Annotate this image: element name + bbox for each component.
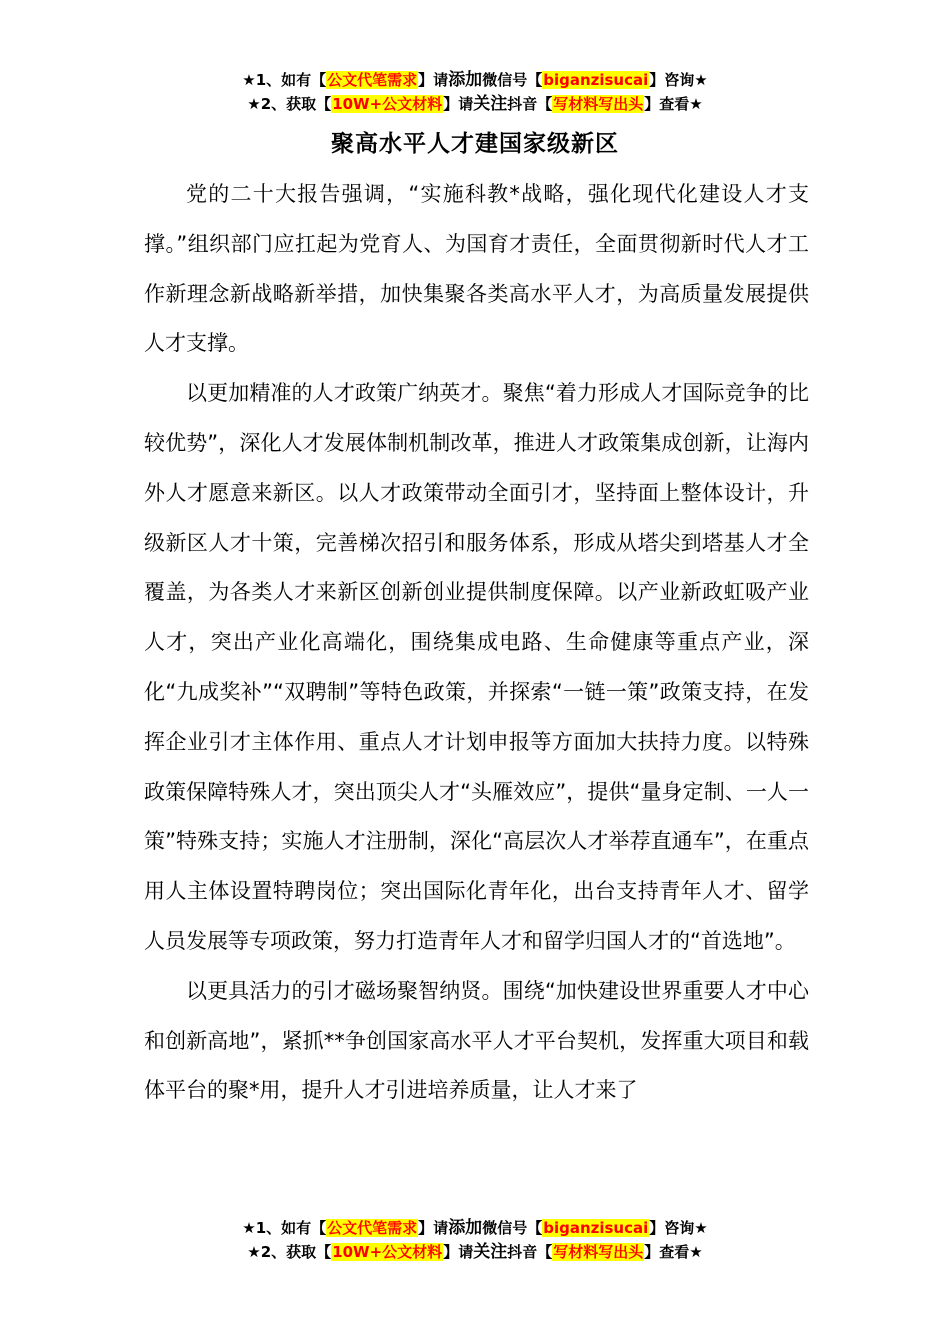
promo-text: 】请 xyxy=(418,1219,449,1237)
promo-text: 抖音【 xyxy=(507,95,553,113)
promo-line-2 xyxy=(0,1240,950,1264)
highlight-service: 公文代笔需求 xyxy=(327,1219,418,1237)
promo-text: ★1、如有【 xyxy=(242,71,327,89)
paragraph: 党的二十大报告强调，“实施科教*战略，强化现代化建设人才支撑。”组织部门应扛起为党育人、为国育才责任，全面贯彻新时代人才工作新理念新战略新举措，加快集聚各类高水平人才，为高质量发展提供人才支撑。 xyxy=(144,182,809,356)
paragraph: 以更加精准的人才政策广纳英才。聚焦“着力形成人才国际竞争的比较优势”，深化人才发展体制机制改革，推进人才政策集成创新，让海内外人才愿意来新区。以人才政策带动全面引才，坚持面上整体设计，升级新区人才十策，完善梯次招引和服务体系，形成从塔尖到塔基人才全覆盖，为各类人才来新区创新创业提供制度保障。以产业新政虹吸产业人才，突出产业化高端化，围绕集成电路、生命健康等重点产业，深化“九成奖补”“双聘制”等特色政策，并探索“一链一策”政策支持，在发挥企业引才主体作用、重点人才计划申报等方面加大扶持力度。以特殊政策保障特殊人才，突出顶尖人才“头雁效应”，提供“量身定制、一人一策”特殊支持；实施人才注册制，深化“高层次人才举荐直通车”，在重点用人主体设置特聘岗位；突出国际化青年化，出台支持青年人才、留学人员发展等专项政策，努力打造青年人才和留学归国人才的“首选地”。 xyxy=(144,381,809,953)
highlight-service: 公文代笔需求 xyxy=(327,71,418,89)
promo-text: 微信号【 xyxy=(482,1219,543,1237)
promo-text: 】咨询★ xyxy=(649,1219,708,1237)
highlight-douyin: 写材料写出头 xyxy=(553,1243,644,1261)
document-body xyxy=(144,170,809,1116)
highlight-materials: 10W+公文材料 xyxy=(332,95,443,113)
promo-line-1 xyxy=(0,68,950,92)
promo-emphasis: 添加 xyxy=(448,70,483,90)
promo-banner-top xyxy=(0,68,950,116)
promo-text: 】请 xyxy=(443,1243,474,1261)
paragraph: 以更具活力的引才磁场聚智纳贤。围绕“加快建设世界重要人才中心和创新高地”，紧抓**争创国家高水平人才平台契机，发挥重大项目和载体平台的聚*用，提升人才引进培养质量，让人才来了 xyxy=(144,978,809,1103)
highlight-materials: 10W+公文材料 xyxy=(332,1243,443,1261)
promo-text: ★1、如有【 xyxy=(242,1219,327,1237)
promo-line-1 xyxy=(0,1216,950,1240)
promo-text: 抖音【 xyxy=(507,1243,553,1261)
promo-text: 】查看★ xyxy=(644,95,703,113)
highlight-wechat-id: biganzisucai xyxy=(543,1219,649,1237)
highlight-douyin: 写材料写出头 xyxy=(553,95,644,113)
promo-emphasis: 关注 xyxy=(473,1242,508,1262)
highlight-wechat-id: biganzisucai xyxy=(543,71,649,89)
promo-text: 】咨询★ xyxy=(649,71,708,89)
promo-text: 】请 xyxy=(418,71,449,89)
promo-text: ★2、获取【 xyxy=(247,1243,332,1261)
promo-text: 】查看★ xyxy=(644,1243,703,1261)
document-title: 聚高水平人才建国家级新区 xyxy=(331,131,619,157)
promo-text: 微信号【 xyxy=(482,71,543,89)
promo-emphasis: 关注 xyxy=(473,94,508,114)
promo-line-2 xyxy=(0,92,950,116)
promo-emphasis: 添加 xyxy=(448,1218,483,1238)
promo-text: ★2、获取【 xyxy=(247,95,332,113)
promo-text: 】请 xyxy=(443,95,474,113)
promo-banner-bottom xyxy=(0,1216,950,1264)
